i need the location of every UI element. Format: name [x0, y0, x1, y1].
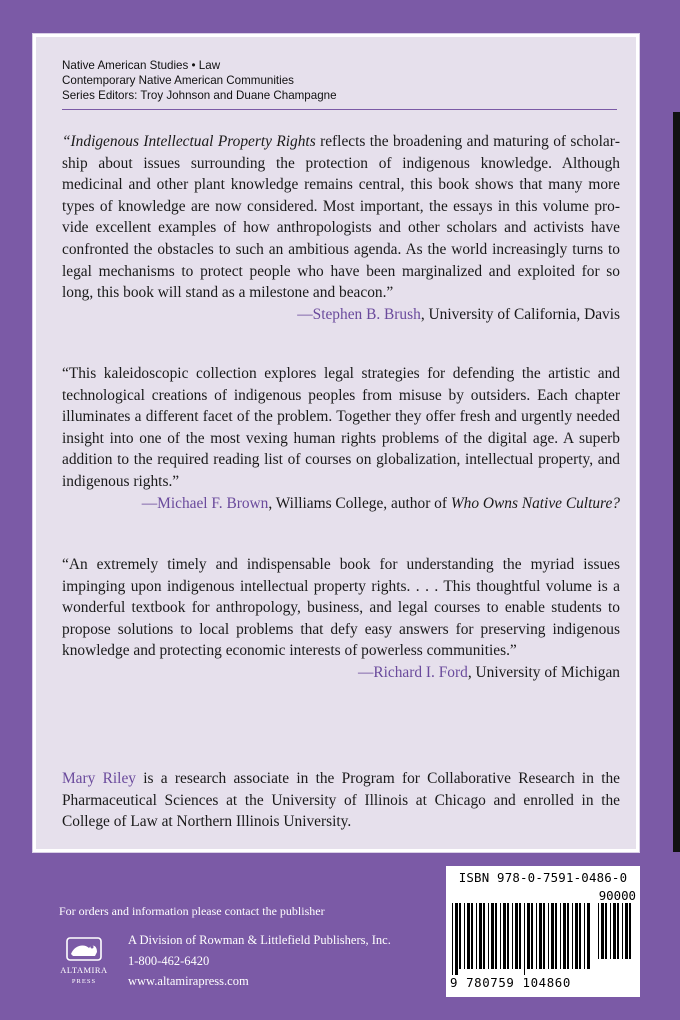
- barcode-bar: [515, 903, 518, 969]
- endorsement-3-body: “An extremely timely and indispensable book for understanding the myriad issues impinging upon indigenous intellectual property rights. . . . This thoughtful volume is a wonderful textbook for anthropology, business, and legal courses to enable students to propose solutions to local problems that defy easy answers for preserving indigenous knowledge and protecting economic interests of powerless communities.”: [62, 556, 620, 660]
- barcode-bar: [483, 903, 485, 969]
- barcode-label: [446, 866, 640, 997]
- barcode-bar: [479, 903, 482, 969]
- endorsement-2: [62, 363, 620, 514]
- endorser-book-italic: Who Owns Native Culture?: [450, 494, 620, 512]
- barcode-bar: [543, 903, 545, 969]
- back-cover-panel: [33, 34, 639, 852]
- author-bio: [62, 768, 620, 833]
- orders-info: For orders and information please contact the publisher: [59, 904, 325, 918]
- endorsement-3-attribution: [62, 662, 620, 684]
- series-name: Contemporary Native American Communities: [62, 74, 294, 87]
- barcode-bar: [503, 903, 506, 969]
- barcode-bar: [464, 903, 465, 969]
- dash: —: [297, 305, 313, 323]
- barcode-bar: [625, 903, 628, 959]
- series-editors: Series Editors: Troy Johnson and Duane Champagne: [62, 89, 337, 102]
- barcode-bar: [575, 903, 578, 969]
- barcode-bar: [617, 903, 619, 959]
- publisher-info: [128, 930, 391, 992]
- author-name: Mary Riley: [62, 770, 136, 787]
- publisher-division: A Division of Rowman & Littlefield Publishers, Inc.: [128, 933, 391, 947]
- barcode-bar: [560, 903, 561, 969]
- altamira-logo: [59, 932, 117, 990]
- endorsement-1-body: reflects the broadening and maturing of scholarship about issues surrounding the protection of indigenous knowledge. Although medicinal and other plant knowledge remains central, this book shows that many more types of knowledge are now considered. Most important, the essays in this volume provide excellent examples of how anthropologists and other scholars and activists have confronted the obstacles to such an ambitious agenda. As the world increasingly turns to legal mechanisms to protect people who have been marginalized and exploited for so long, this book will stand as a milestone and beacon.”: [62, 133, 620, 302]
- edge-strip: [673, 112, 680, 852]
- addon-barcode: [598, 903, 636, 965]
- dash: —: [141, 494, 158, 512]
- barcode-bar: [524, 903, 525, 975]
- barcode-bar: [452, 903, 453, 975]
- barcode-bar: [622, 903, 623, 959]
- barcode-bar: [459, 903, 461, 969]
- price-code: 90000: [598, 888, 636, 903]
- divider-rule: [62, 109, 617, 110]
- barcode-bar: [601, 903, 604, 959]
- logo-text-altamira: ALTAMIRA: [60, 965, 108, 975]
- barcode-bar: [587, 903, 590, 969]
- endorsement-1-attribution: [62, 304, 620, 326]
- endorser-affiliation: , University of Michigan: [467, 663, 620, 681]
- series-info: [62, 58, 337, 103]
- publisher-website: www.altamirapress.com: [128, 974, 249, 988]
- endorser-affiliation: , Williams College, author of: [268, 494, 451, 512]
- ean-barcode: [452, 903, 592, 975]
- barcode-bar: [476, 903, 477, 969]
- ean-digits: 9 780759 104860: [450, 975, 571, 990]
- isbn-text: ISBN 978-0-7591-0486-0: [458, 870, 628, 885]
- barcode-bar: [531, 903, 533, 969]
- barcode-bar: [579, 903, 581, 969]
- barcode-bar: [488, 903, 489, 969]
- barcode-bar: [572, 903, 573, 969]
- barcode-bar: [519, 903, 521, 969]
- endorsement-1-text: [62, 131, 620, 304]
- barcode-bar: [584, 903, 585, 969]
- barcode-bar: [495, 903, 497, 969]
- barcode-bar: [567, 903, 569, 969]
- barcode-bar: [563, 903, 566, 969]
- endorser-affiliation: , University of California, Davis: [420, 305, 620, 323]
- barcode-bar: [512, 903, 513, 969]
- barcode-bar: [551, 903, 554, 969]
- barcode-bar: [629, 903, 631, 959]
- barcode-bar: [467, 903, 470, 969]
- endorser-name: Stephen B. Brush: [312, 305, 421, 323]
- logo-text-press: PRESS: [71, 978, 97, 985]
- publisher-phone: 1-800-462-6420: [128, 953, 210, 968]
- endorsement-2-attribution: [62, 493, 620, 515]
- barcode-bar: [555, 903, 557, 969]
- author-bio-text: is a research associate in the Program for Collaborative Research in the Pharmaceutical Sciences at the University of Illinois at Chicago and enrolled in the College of Law at Northern Illinois University.: [62, 770, 620, 831]
- barcode-bar: [610, 903, 611, 959]
- barcode-bar: [605, 903, 607, 959]
- barcode-bar: [455, 903, 458, 975]
- barcode-bar: [539, 903, 542, 969]
- endorsement-3: [62, 554, 620, 684]
- barcode-bar: [598, 903, 599, 959]
- barcode-bar: [471, 903, 473, 969]
- barcode-bar: [500, 903, 501, 969]
- endorser-name: Richard I. Ford: [373, 663, 468, 681]
- book-title-italic: “Indigenous Intellectual Property Rights: [62, 133, 316, 150]
- endorser-name: Michael F. Brown: [157, 494, 269, 512]
- barcode-bar: [491, 903, 494, 969]
- barcode-bar: [613, 903, 616, 959]
- barcode-bar: [548, 903, 549, 969]
- barcode-bar: [507, 903, 509, 969]
- barcode-bar: [527, 903, 530, 969]
- endorsement-2-body: “This kaleidoscopic collection explores legal strategies for defending the artistic and technological creations of indigenous peoples from misuse by outsiders. Each chapter illuminates a different facet of the problem. Together they offer fresh and urgently needed insight into one of the most vexing human rights problems of the digital age. A superb addition to the required reading list of courses on globalization, intellectual property, and indigenous rights.”: [62, 365, 620, 490]
- endorsement-1: [62, 131, 620, 325]
- series-subjects: Native American Studies • Law: [62, 59, 221, 72]
- barcode-bar: [536, 903, 537, 969]
- dash: —: [357, 663, 374, 681]
